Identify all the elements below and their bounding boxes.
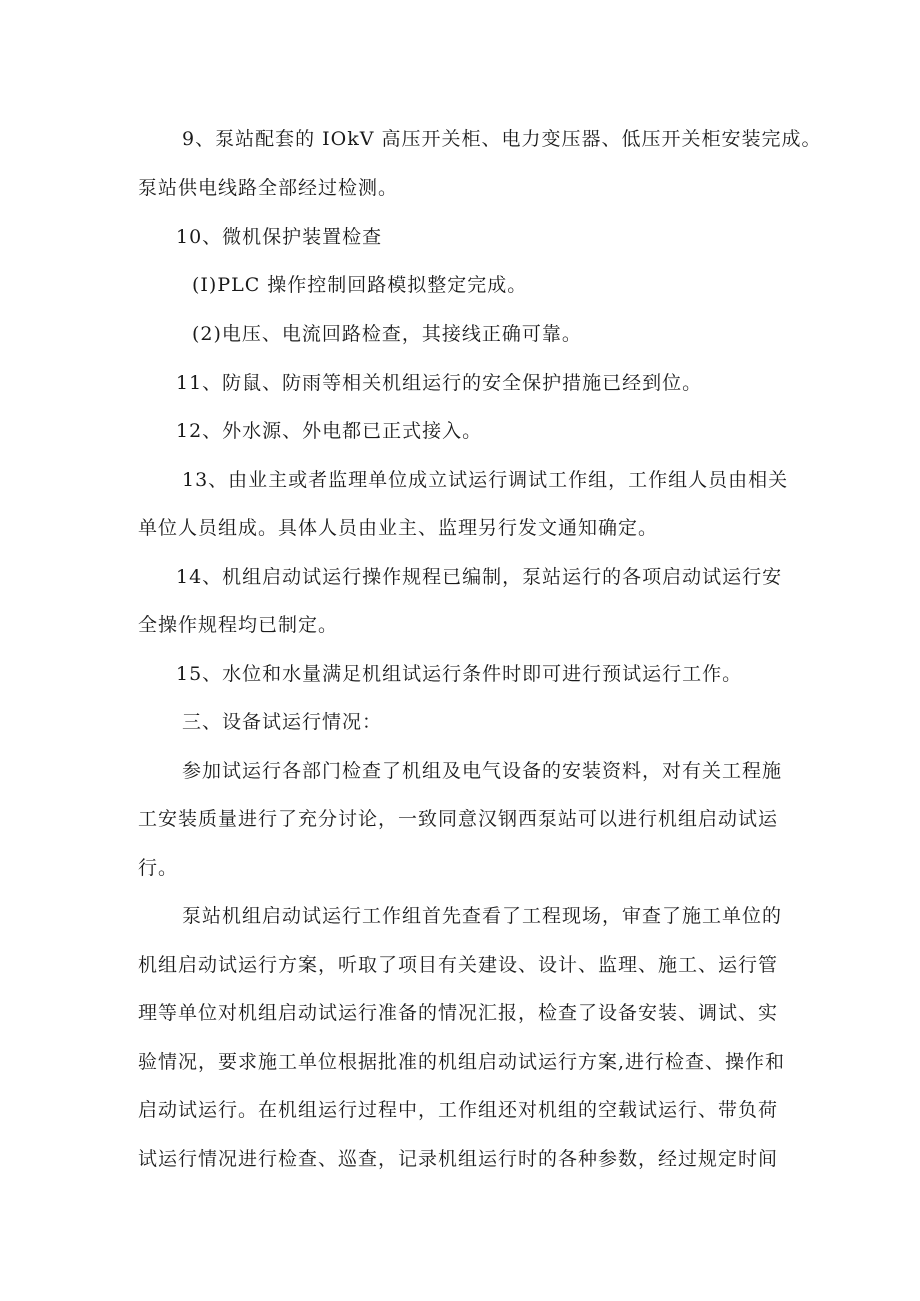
paragraph-13-line-2: 单位人员组成。具体人员由业主、监理另行发文通知确定。	[138, 517, 659, 539]
section-3-paragraph-1-line-2: 工安装质量进行了充分讨论，一致同意汉钢西泵站可以进行机组启动试运	[138, 808, 779, 830]
paragraph-15: 15、水位和水量满足机组试运行条件时即可进行预试运行工作。	[176, 663, 743, 685]
section-3-paragraph-2-line-4: 验情况，要求施工单位根据批准的机组启动试运行方案,进行检查、操作和	[138, 1051, 786, 1073]
paragraph-11: 11、防鼠、防雨等相关机组运行的安全保护措施已经到位。	[176, 372, 703, 394]
paragraph-9-line-2: 泵站供电线路全部经过检测。	[138, 177, 399, 199]
section-3-paragraph-1-line-3: 行。	[138, 857, 179, 879]
section-3-paragraph-1-line-1: 参加试运行各部门检查了机组及电气设备的安装资料，对有关工程施	[182, 760, 783, 782]
paragraph-10-item-2: (2)电压、电流回路检查，其接线正确可靠。	[192, 323, 582, 345]
paragraph-13-line-1: 13、由业主或者监理单位成立试运行调试工作组，工作组人员由相关	[182, 469, 789, 491]
section-3-paragraph-2-line-3: 理等单位对机组启动试运行准备的情况汇报，检查了设备安装、调试、实	[138, 1002, 779, 1024]
paragraph-14-line-2: 全操作规程均已制定。	[138, 614, 339, 636]
paragraph-12: 12、外水源、外电都已正式接入。	[176, 420, 483, 442]
section-heading-3: 三、设备试运行情况：	[182, 711, 383, 733]
paragraph-10-heading: 10、微机保护装置检查	[176, 226, 383, 248]
paragraph-14-line-1: 14、机组启动试运行操作规程已编制，泵站运行的各项启动试运行安	[176, 566, 783, 588]
paragraph-10-item-1: (I)PLC 操作控制回路模拟整定完成。	[192, 274, 528, 296]
section-3-paragraph-2-line-1: 泵站机组启动试运行工作组首先查看了工程现场，审查了施工单位的	[182, 905, 783, 927]
paragraph-9-line-1: 9、泵站配套的 IOkV 高压开关柜、电力变压器、低压开关柜安装完成。	[182, 128, 822, 150]
section-3-paragraph-2-line-2: 机组启动试运行方案，听取了项目有关建设、设计、监理、施工、运行管	[138, 954, 779, 976]
section-3-paragraph-2-line-5: 启动试运行。在机组运行过程中，工作组还对机组的空载试运行、带负荷	[138, 1099, 779, 1121]
section-3-paragraph-2-line-6: 试运行情况进行检查、巡查，记录机组运行时的各种参数，经过规定时间	[138, 1148, 779, 1170]
